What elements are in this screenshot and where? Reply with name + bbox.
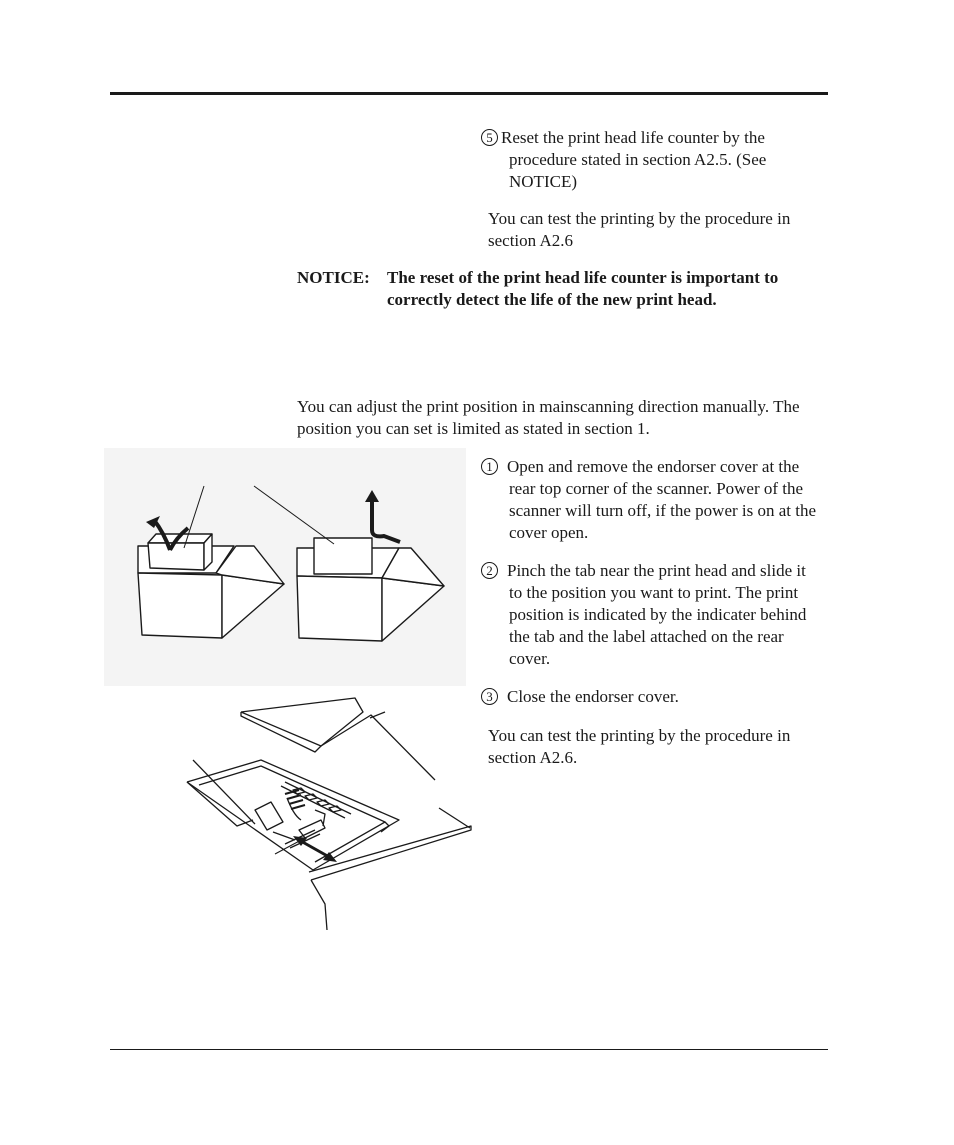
- step-3: [481, 686, 821, 708]
- notice-label: NOTICE:: [297, 268, 370, 287]
- step-number-circle: 1: [481, 458, 498, 475]
- step-number-circle: 5: [481, 129, 498, 146]
- step-5: [481, 127, 821, 193]
- step-1: [481, 456, 821, 544]
- notice-text: The reset of the print head life counter is important to correctly detect the life of the new print head.: [387, 268, 779, 309]
- step-1-text: Open and remove the endorser cover at the rear top corner of the scanner. Power of the scanner will turn off, if the power is on at the cover open.: [507, 457, 817, 542]
- header-rule: [110, 92, 828, 95]
- cover-removal-illustration: [104, 448, 466, 686]
- step-2-text: Pinch the tab near the print head and slide it to the position you want to print. The print position is indicated by the indicater behind the tab and the label attached on the rear cover.: [507, 561, 807, 668]
- footer-rule: [110, 1049, 828, 1050]
- print-head-slide-illustration: [175, 690, 475, 930]
- step-3-text: Close the endorser cover.: [507, 687, 679, 706]
- step-number-circle: 2: [481, 562, 498, 579]
- test-printing-note-1: You can test the printing by the procedure in section A2.6: [488, 209, 791, 250]
- step-5-text: Reset the print head life counter by the procedure stated in section A2.5. (See NOTICE): [501, 128, 767, 191]
- test-printing-note-2: You can test the printing by the procedure in section A2.6.: [488, 726, 791, 767]
- step-2: [481, 560, 821, 670]
- intro-paragraph: You can adjust the print position in mainscanning direction manually. The position you can set is limited as stated in section 1.: [297, 397, 800, 438]
- step-number-circle: 3: [481, 688, 498, 705]
